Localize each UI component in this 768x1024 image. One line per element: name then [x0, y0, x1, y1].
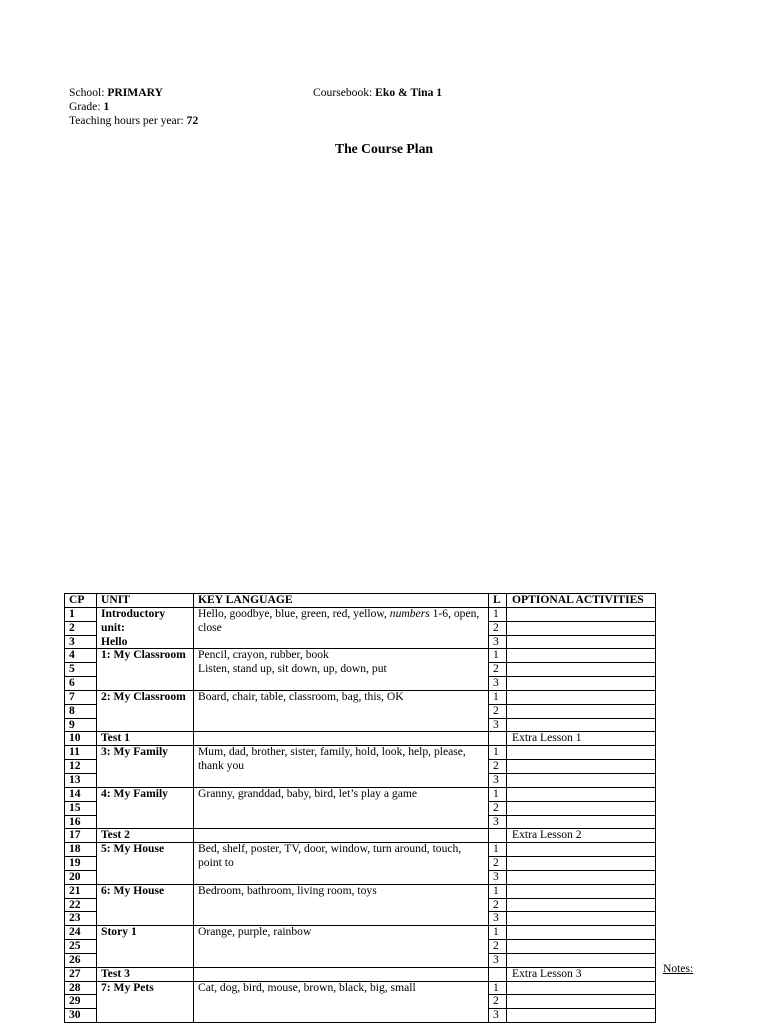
lesson-cell: 2	[489, 663, 507, 677]
cp-cell: 1	[65, 607, 97, 621]
table-row	[65, 732, 656, 746]
key-language-line	[198, 608, 488, 622]
optional-activities-cell	[507, 926, 656, 940]
unit-line: Introductory	[101, 607, 166, 620]
optional-activities-cell	[507, 621, 656, 635]
optional-activities-cell	[507, 940, 656, 954]
optional-activities-cell	[507, 635, 656, 649]
unit-cell	[97, 926, 194, 968]
cp-cell: 18	[65, 843, 97, 857]
lesson-cell: 1	[489, 843, 507, 857]
optional-activities-cell	[507, 787, 656, 801]
lesson-cell: 2	[489, 940, 507, 954]
key-language-cell	[194, 607, 489, 649]
column-header-lesson: L	[489, 594, 507, 608]
optional-activities-cell	[507, 760, 656, 774]
lesson-cell: 2	[489, 760, 507, 774]
optional-activities-cell	[507, 995, 656, 1009]
lesson-cell: 2	[489, 801, 507, 815]
lesson-cell: 2	[489, 621, 507, 635]
cp-cell: 23	[65, 912, 97, 926]
column-header-cp: CP	[65, 594, 97, 608]
lesson-cell: 1	[489, 981, 507, 995]
lesson-cell	[489, 967, 507, 981]
unit-line: 5: My House	[101, 842, 165, 856]
school-label: School:	[69, 86, 105, 99]
cp-cell: 30	[65, 1009, 97, 1023]
table-row	[65, 967, 656, 981]
lesson-cell: 3	[489, 870, 507, 884]
column-header-optional-activities: OPTIONAL ACTIVITIES	[507, 594, 656, 608]
optional-activities-cell	[507, 718, 656, 732]
optional-activities-cell: Extra Lesson 3	[507, 967, 656, 981]
school-value: PRIMARY	[107, 86, 163, 99]
column-header-unit: UNIT	[97, 594, 194, 608]
key-language-italic-text: numbers	[389, 607, 430, 620]
unit-cell	[97, 843, 194, 885]
lesson-cell: 3	[489, 953, 507, 967]
optional-activities-cell	[507, 773, 656, 787]
optional-activities-cell	[507, 649, 656, 663]
course-plan-table-body	[65, 607, 656, 1022]
optional-activities-cell	[507, 607, 656, 621]
lesson-cell: 2	[489, 898, 507, 912]
lesson-cell: 1	[489, 787, 507, 801]
cp-cell: 9	[65, 718, 97, 732]
cp-cell: 20	[65, 870, 97, 884]
optional-activities-cell	[507, 746, 656, 760]
lesson-cell: 2	[489, 704, 507, 718]
table-header	[65, 594, 656, 608]
table-row	[65, 787, 656, 801]
key-language-cell	[194, 884, 489, 926]
unit-cell	[97, 732, 194, 746]
course-plan-table	[64, 593, 656, 1023]
unit-cell	[97, 649, 194, 691]
key-language-line: Bedroom, bathroom, living room, toys	[198, 884, 377, 897]
cp-cell: 12	[65, 760, 97, 774]
table-header-row	[65, 594, 656, 608]
unit-line: Test 2	[101, 828, 130, 842]
unit-line: 3: My Family	[101, 745, 168, 759]
lesson-cell: 3	[489, 1009, 507, 1023]
key-language-cell	[194, 649, 489, 691]
key-language-line: Granny, granddad, baby, bird, let’s play a game	[198, 787, 418, 800]
optional-activities-cell	[507, 704, 656, 718]
table-row	[65, 649, 656, 663]
optional-activities-cell	[507, 884, 656, 898]
grade-label: Grade:	[69, 100, 101, 113]
unit-line: 4: My Family	[101, 787, 168, 800]
unit-cell	[97, 967, 194, 981]
table-row	[65, 843, 656, 857]
key-language-line: point to	[198, 856, 234, 870]
unit-line: 6: My House	[101, 884, 165, 897]
key-language-line: Cat, dog, bird, mouse, brown, black, big, small	[198, 981, 416, 994]
key-language-cell	[194, 787, 489, 829]
cp-cell: 5	[65, 663, 97, 677]
lesson-cell: 2	[489, 857, 507, 871]
optional-activities-cell	[507, 912, 656, 926]
key-language-cell	[194, 926, 489, 968]
key-language-line: close	[198, 620, 222, 634]
lesson-cell: 3	[489, 815, 507, 829]
coursebook-label: Coursebook:	[313, 86, 373, 99]
unit-line: Hello	[101, 634, 128, 648]
notes-label: Notes:	[663, 962, 694, 975]
teaching-hours-line	[69, 114, 198, 128]
cp-cell: 16	[65, 815, 97, 829]
table-row	[65, 690, 656, 704]
unit-line: unit:	[101, 620, 125, 634]
grade-value: 1	[103, 100, 110, 113]
key-language-line: thank you	[198, 759, 245, 773]
unit-cell	[97, 829, 194, 843]
table-row	[65, 829, 656, 843]
optional-activities-cell	[507, 815, 656, 829]
key-language-line: Pencil, crayon, rubber, book	[198, 648, 329, 662]
cp-cell: 8	[65, 704, 97, 718]
lesson-cell	[489, 732, 507, 746]
unit-line: Story 1	[101, 925, 137, 939]
optional-activities-cell: Extra Lesson 2	[507, 829, 656, 843]
key-language-cell	[194, 967, 489, 981]
unit-line: 2: My Classroom	[101, 690, 186, 703]
key-language-cell	[194, 746, 489, 788]
optional-activities-cell	[507, 953, 656, 967]
key-language-cell	[194, 690, 489, 732]
cp-cell: 17	[65, 829, 97, 843]
optional-activities-cell	[507, 898, 656, 912]
unit-line: 1: My Classroom	[101, 648, 186, 662]
optional-activities-cell	[507, 981, 656, 995]
optional-activities-cell	[507, 690, 656, 704]
optional-activities-cell	[507, 870, 656, 884]
cp-cell: 4	[65, 649, 97, 663]
grade-line	[69, 100, 109, 114]
unit-line: Test 3	[101, 967, 130, 980]
key-language-cell	[194, 829, 489, 843]
cp-cell: 27	[65, 967, 97, 981]
school-line	[69, 86, 163, 100]
cp-cell: 15	[65, 801, 97, 815]
cp-cell: 2	[65, 621, 97, 635]
key-language-cell	[194, 981, 489, 1023]
lesson-cell: 1	[489, 746, 507, 760]
lesson-cell: 1	[489, 607, 507, 621]
table-row	[65, 746, 656, 760]
unit-cell	[97, 884, 194, 926]
cp-cell: 26	[65, 953, 97, 967]
teaching-hours-value: 72	[186, 114, 199, 127]
table-row	[65, 981, 656, 995]
cp-cell: 25	[65, 940, 97, 954]
cp-cell: 22	[65, 898, 97, 912]
cp-cell: 6	[65, 677, 97, 691]
key-language-cell	[194, 843, 489, 885]
optional-activities-cell	[507, 801, 656, 815]
key-language-text: Hello, goodbye, blue, green, red, yellow,	[198, 607, 390, 620]
unit-cell	[97, 746, 194, 788]
cp-cell: 10	[65, 732, 97, 746]
lesson-cell: 2	[489, 995, 507, 1009]
key-language-line: Orange, purple, rainbow	[198, 925, 312, 939]
optional-activities-cell	[507, 677, 656, 691]
cp-cell: 3	[65, 635, 97, 649]
teaching-hours-label: Teaching hours per year:	[69, 114, 184, 127]
cp-cell: 19	[65, 857, 97, 871]
lesson-cell: 3	[489, 773, 507, 787]
lesson-cell: 3	[489, 912, 507, 926]
optional-activities-cell	[507, 857, 656, 871]
unit-line: 7: My Pets	[101, 981, 154, 994]
key-language-line: Listen, stand up, sit down, up, down, put	[198, 662, 387, 676]
page-title: The Course Plan	[334, 141, 434, 156]
lesson-cell: 3	[489, 635, 507, 649]
table-row	[65, 884, 656, 898]
lesson-cell: 3	[489, 718, 507, 732]
cp-cell: 13	[65, 773, 97, 787]
unit-cell	[97, 607, 194, 649]
optional-activities-cell	[507, 1009, 656, 1023]
coursebook-value: Eko & Tina 1	[375, 86, 443, 99]
table-row	[65, 607, 656, 621]
key-language-line: Mum, dad, brother, sister, family, hold, look, help, please,	[198, 745, 466, 759]
cp-cell: 29	[65, 995, 97, 1009]
column-header-key-language: KEY LANGUAGE	[194, 594, 489, 608]
cp-cell: 24	[65, 926, 97, 940]
key-language-cell	[194, 732, 489, 746]
key-language-line: Board, chair, table, classroom, bag, this, OK	[198, 690, 404, 703]
unit-cell	[97, 787, 194, 829]
optional-activities-cell: Extra Lesson 1	[507, 732, 656, 746]
key-language-line: Bed, shelf, poster, TV, door, window, turn around, touch,	[198, 842, 462, 856]
table-row	[65, 926, 656, 940]
lesson-cell: 3	[489, 677, 507, 691]
cp-cell: 14	[65, 787, 97, 801]
lesson-cell: 1	[489, 690, 507, 704]
coursebook-line	[313, 86, 442, 100]
cp-cell: 7	[65, 690, 97, 704]
optional-activities-cell	[507, 663, 656, 677]
cp-cell: 11	[65, 746, 97, 760]
unit-cell	[97, 690, 194, 732]
lesson-cell	[489, 829, 507, 843]
cp-cell: 28	[65, 981, 97, 995]
key-language-text: 1-6, open,	[429, 607, 480, 620]
unit-line: Test 1	[101, 731, 130, 745]
unit-cell	[97, 981, 194, 1023]
lesson-cell: 1	[489, 884, 507, 898]
cp-cell: 21	[65, 884, 97, 898]
lesson-cell: 1	[489, 649, 507, 663]
optional-activities-cell	[507, 843, 656, 857]
lesson-cell: 1	[489, 926, 507, 940]
